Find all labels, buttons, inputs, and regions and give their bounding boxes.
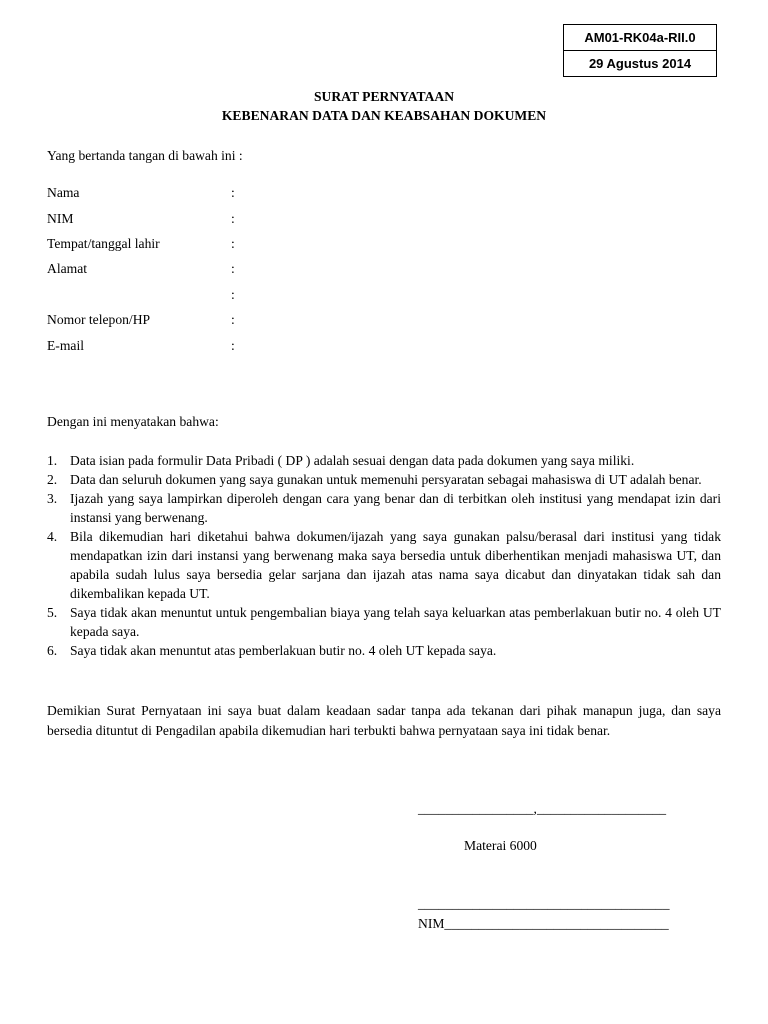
list-item-number: 5. bbox=[47, 605, 58, 620]
signature-name-line: _____________________________________ bbox=[418, 896, 670, 911]
page-subtitle: KEBENARAN DATA DAN KEABSAHAN DOKUMEN bbox=[221, 108, 547, 123]
field-colon-ttl: : bbox=[231, 236, 235, 251]
statement-list bbox=[47, 451, 721, 660]
field-colon-email: : bbox=[231, 338, 235, 353]
list-item bbox=[47, 527, 721, 603]
list-item-text: Saya tidak akan menuntut atas pemberlakuan butir no. 4 oleh UT kepada saya. bbox=[70, 643, 497, 658]
list-item-number: 1. bbox=[47, 453, 58, 468]
statement-intro: Dengan ini menyatakan bahwa: bbox=[47, 414, 219, 429]
field-colon-telepon: : bbox=[231, 312, 235, 327]
stamp-label: Materai 6000 bbox=[464, 838, 537, 853]
list-item bbox=[47, 470, 721, 489]
intro-text: Yang bertanda tangan di bawah ini : bbox=[47, 148, 243, 163]
list-item bbox=[47, 603, 721, 641]
list-item bbox=[47, 451, 721, 470]
document-date: 29 Agustus 2014 bbox=[564, 50, 716, 76]
list-item-text: Data isian pada formulir Data Pribadi ( DP ) adalah sesuai dengan data pada dokumen yang saya miliki. bbox=[70, 453, 635, 468]
list-item-text: Data dan seluruh dokumen yang saya gunakan untuk memenuhi persyaratan sebagai mahasiswa di UT adalah benar. bbox=[70, 472, 702, 487]
list-item-number: 4. bbox=[47, 529, 58, 544]
list-item-text: Bila dikemudian hari diketahui bahwa dokumen/ijazah yang saya gunakan palsu/berasal dari institusi yang tidak mendapatkan izin dari instansi yang berwenang maka saya bersedia untuk diberhentikan menjadi mahasiswa UT, dan apabila sudah lulus saya bersedia gelar sarjana dan ijazah atas nama saya dicabut dan dinyatakan tidak sah dan dikembalikan kepada UT. bbox=[70, 529, 721, 601]
field-label-alamat: Alamat bbox=[47, 261, 88, 276]
document-code-box bbox=[563, 24, 717, 77]
field-colon-alamat: : bbox=[231, 261, 235, 276]
list-item-number: 3. bbox=[47, 491, 58, 506]
field-colon-nama: : bbox=[231, 185, 235, 200]
field-colon-nim: : bbox=[231, 211, 235, 226]
field-colon-alamat-2: : bbox=[231, 287, 235, 302]
list-item-number: 6. bbox=[47, 643, 58, 658]
closing-paragraph: Demikian Surat Pernyataan ini saya buat dalam keadaan sadar tanpa ada tekanan dari pihak manapun juga, dan saya bersedia dituntut di Pengadilan apabila dikemudian hari terbukti bahwa pernyataan saya ini tidak benar. bbox=[47, 703, 721, 738]
field-label-nama: Nama bbox=[47, 185, 80, 200]
field-label-nim: NIM bbox=[47, 211, 74, 226]
signature-nim-line: NIM_________________________________ bbox=[418, 916, 669, 931]
list-item-text: Ijazah yang saya lampirkan diperoleh dengan cara yang benar dan di terbitkan oleh institusi yang mendapat izin dari instansi yang berwenang. bbox=[70, 491, 721, 525]
list-item-number: 2. bbox=[47, 472, 58, 487]
field-label-email: E-mail bbox=[47, 338, 84, 353]
place-date-line: _________________,___________________ bbox=[418, 801, 667, 816]
page-title: SURAT PERNYATAAN bbox=[313, 89, 455, 104]
list-item-text: Saya tidak akan menuntut untuk pengembalian biaya yang telah saya keluarkan atas pemberlakuan butir no. 4 oleh UT kepada saya. bbox=[70, 605, 721, 639]
field-label-telepon: Nomor telepon/HP bbox=[47, 312, 151, 327]
field-label-ttl: Tempat/tanggal lahir bbox=[47, 236, 160, 251]
document-code: AM01-RK04a-RII.0 bbox=[584, 30, 696, 45]
list-item bbox=[47, 489, 721, 527]
list-item bbox=[47, 641, 721, 660]
